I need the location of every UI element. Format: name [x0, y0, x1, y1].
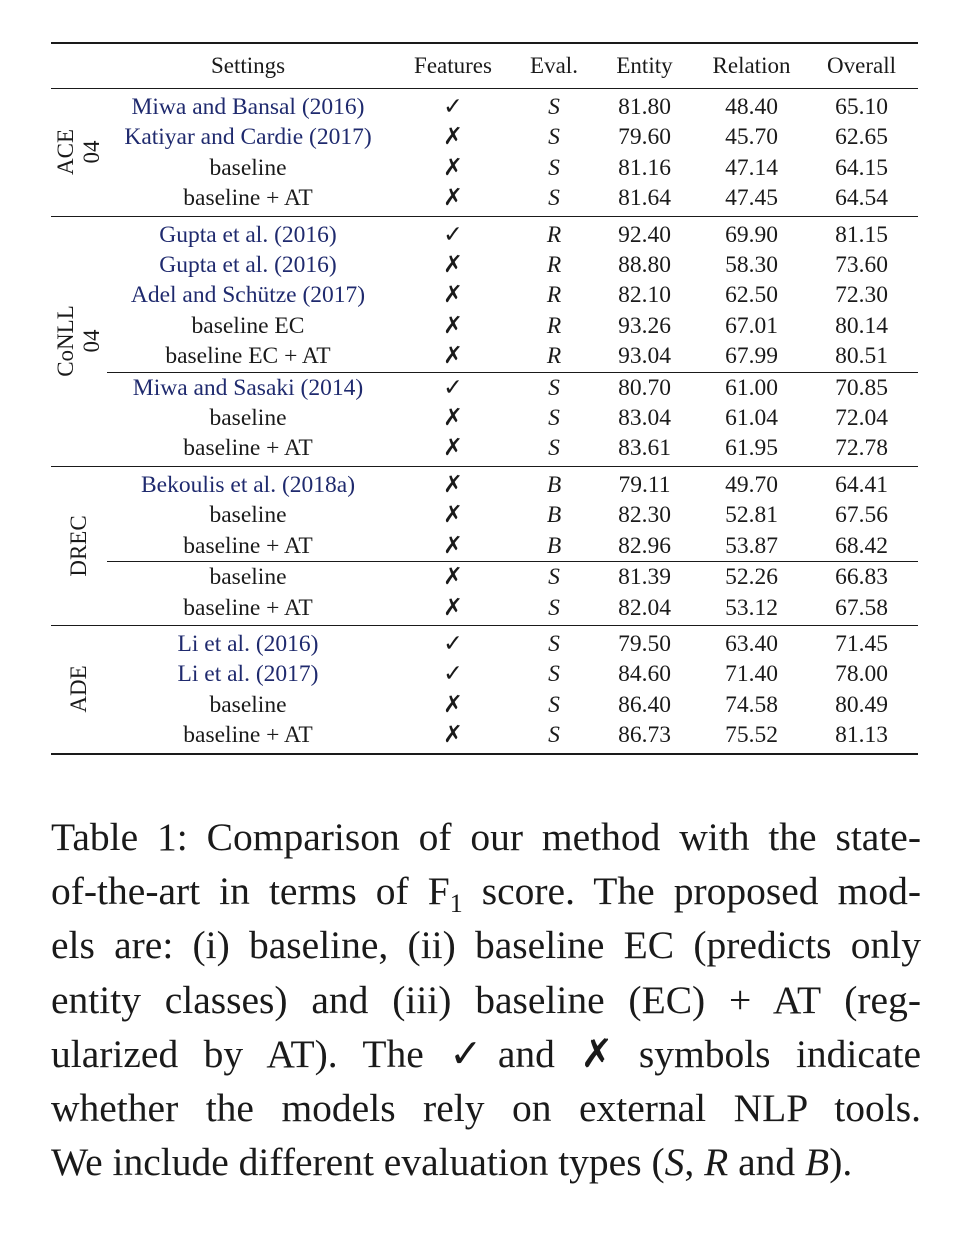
eval-cell: S	[548, 435, 560, 462]
dataset-label-ace04: ACE 04	[53, 129, 104, 176]
entity-cell: 93.04	[618, 343, 671, 370]
setting-cell: baseline + AT	[183, 722, 313, 749]
features-cell: ✗	[443, 252, 463, 279]
setting-cell[interactable]: Miwa and Sasaki (2014)	[107, 372, 389, 403]
eval-cell: S	[548, 185, 560, 212]
setting-cell: baseline	[107, 562, 389, 593]
entity-cell: 88.80	[618, 252, 671, 279]
relation-cell: 47.14	[725, 154, 778, 181]
relation-cell: 74.58	[725, 691, 778, 718]
table-caption	[51, 810, 921, 1189]
header-features: Features	[389, 43, 517, 89]
relation-cell: 52.26	[698, 562, 805, 593]
setting-cell[interactable]: Li et al. (2016)	[177, 630, 319, 657]
eval-cell: B	[546, 532, 562, 559]
group-drec	[51, 466, 918, 625]
overall-cell: 81.15	[835, 221, 888, 248]
setting-cell: baseline + AT	[183, 594, 313, 621]
overall-cell: 72.04	[835, 405, 888, 432]
entity-cell: 84.60	[618, 661, 671, 688]
features-cell: ✗	[443, 282, 463, 309]
entity-cell: 83.04	[618, 405, 671, 432]
overall-cell: 64.41	[835, 471, 888, 498]
dataset-label-conll04: CoNLL 04	[53, 305, 104, 378]
overall-cell: 67.56	[835, 502, 888, 529]
relation-cell: 61.95	[725, 435, 778, 462]
setting-cell[interactable]: Li et al. (2017)	[177, 661, 319, 688]
eval-cell: S	[548, 630, 560, 657]
features-cell: ✗	[389, 562, 517, 593]
setting-cell[interactable]: Miwa and Bansal (2016)	[131, 94, 365, 120]
overall-cell: 80.51	[835, 343, 888, 370]
setting-cell: baseline + AT	[183, 532, 313, 559]
setting-cell[interactable]: Gupta et al. (2016)	[159, 221, 337, 248]
features-cell: ✗	[443, 124, 463, 151]
eval-cell: S	[548, 661, 560, 688]
features-cell: ✗	[443, 435, 463, 462]
relation-cell: 69.90	[725, 221, 778, 248]
entity-cell: 86.40	[618, 691, 671, 718]
features-cell: ✗	[443, 722, 463, 749]
table-row	[51, 280, 918, 310]
relation-cell: 75.52	[725, 722, 778, 749]
relation-cell: 67.01	[725, 312, 778, 339]
relation-cell: 45.70	[725, 124, 778, 151]
eval-cell: R	[546, 221, 562, 248]
overall-cell: 72.78	[835, 435, 888, 462]
setting-cell: baseline EC + AT	[165, 343, 331, 370]
entity-cell: 81.80	[618, 94, 671, 120]
table-row	[51, 466, 918, 500]
eval-cell: S	[517, 562, 591, 593]
relation-cell: 63.40	[725, 630, 778, 657]
relation-cell: 47.45	[725, 185, 778, 212]
relation-cell: 53.12	[725, 594, 778, 621]
entity-cell: 79.11	[618, 471, 671, 498]
table-row	[51, 341, 918, 372]
dataset-label-ade: ADE	[66, 665, 91, 713]
entity-cell: 81.64	[618, 185, 671, 212]
table-row	[51, 690, 918, 720]
table-row	[51, 183, 918, 216]
header-entity: Entity	[591, 43, 698, 89]
eval-cell: B	[546, 502, 562, 529]
entity-cell: 82.10	[618, 282, 671, 309]
features-cell: ✓	[443, 94, 463, 120]
relation-cell: 49.70	[725, 471, 778, 498]
caption-line: of-the-art in terms of $F_1$ score. The proposed mod-	[51, 869, 921, 919]
overall-cell: 81.13	[835, 722, 888, 749]
table-row	[51, 372, 918, 403]
entity-cell: 80.70	[591, 372, 698, 403]
features-cell: ✓	[443, 661, 463, 688]
table-row	[51, 403, 918, 433]
entity-cell: 86.73	[618, 722, 671, 749]
setting-cell[interactable]: Adel and Schütze (2017)	[130, 282, 366, 309]
features-cell: ✓	[443, 221, 463, 248]
overall-cell: 71.45	[835, 630, 888, 657]
group-ace04	[51, 89, 918, 217]
caption-line: Table 1: Comparison of our method with the state-	[51, 815, 921, 859]
overall-cell: 72.30	[835, 282, 888, 309]
features-cell: ✗	[443, 502, 463, 529]
caption-line: els are: (i) baseline, (ii) baseline EC (predicts only	[51, 923, 921, 968]
setting-cell: baseline	[209, 405, 287, 432]
header-settings: Settings	[107, 43, 389, 89]
table-row	[51, 89, 918, 123]
eval-cell: R	[546, 282, 562, 309]
features-cell: ✗	[443, 312, 463, 339]
relation-cell: 71.40	[725, 661, 778, 688]
features-cell: ✓	[443, 630, 463, 657]
header-eval: Eval.	[517, 43, 591, 89]
header-overall: Overall	[805, 43, 918, 89]
table-row	[51, 433, 918, 466]
features-cell: ✗	[443, 154, 463, 181]
setting-cell[interactable]: Katiyar and Cardie (2017)	[124, 124, 372, 151]
table-row	[51, 531, 918, 562]
features-cell: ✗	[443, 532, 463, 559]
setting-cell: baseline + AT	[183, 435, 313, 462]
eval-cell: R	[546, 312, 562, 339]
entity-cell: 93.26	[618, 312, 671, 339]
overall-cell: 80.14	[835, 312, 888, 339]
table-row	[51, 659, 918, 689]
results-table	[51, 42, 918, 755]
overall-cell: 80.49	[835, 691, 888, 718]
caption-line: We include different evaluation types (S, R and B).	[51, 1140, 853, 1185]
entity-cell: 82.96	[618, 532, 671, 559]
table-row	[51, 250, 918, 280]
entity-cell: 92.40	[618, 221, 671, 248]
relation-cell: 48.40	[725, 94, 778, 120]
setting-cell: baseline EC	[191, 312, 305, 339]
overall-cell: 64.15	[835, 154, 888, 181]
overall-cell: 65.10	[835, 94, 888, 120]
overall-cell: 62.65	[835, 124, 888, 151]
eval-cell: S	[548, 94, 560, 120]
table-row	[51, 562, 918, 593]
group-conll04	[51, 216, 918, 466]
table-row	[51, 153, 918, 183]
overall-cell: 66.83	[805, 562, 918, 593]
table-row	[51, 311, 918, 341]
relation-cell: 67.99	[725, 343, 778, 370]
setting-cell: baseline	[209, 154, 287, 181]
table-row	[51, 720, 918, 753]
table-row	[51, 216, 918, 250]
features-cell: ✓	[389, 372, 517, 403]
setting-cell: baseline	[209, 691, 287, 718]
setting-cell: baseline	[209, 502, 287, 529]
relation-cell: 52.81	[725, 502, 778, 529]
features-cell: ✗	[443, 594, 463, 621]
table-header-row	[51, 43, 918, 89]
entity-cell: 83.61	[618, 435, 671, 462]
overall-cell: 70.85	[805, 372, 918, 403]
eval-cell: B	[546, 471, 562, 498]
overall-cell: 73.60	[835, 252, 888, 279]
table-row	[51, 500, 918, 530]
header-relation: Relation	[698, 43, 805, 89]
features-cell: ✗	[443, 405, 463, 432]
entity-cell: 82.04	[618, 594, 671, 621]
eval-cell: S	[517, 372, 591, 403]
setting-cell[interactable]: Bekoulis et al. (2018a)	[140, 471, 356, 498]
relation-cell: 61.00	[698, 372, 805, 403]
eval-cell: S	[548, 691, 560, 718]
table-row	[51, 625, 918, 659]
caption-line: whether the models rely on external NLP tools.	[51, 1085, 921, 1130]
dataset-label-drec: DREC	[66, 515, 91, 577]
entity-cell: 79.50	[618, 630, 671, 657]
features-cell: ✗	[443, 471, 463, 498]
features-cell: ✗	[443, 185, 463, 212]
overall-cell: 78.00	[835, 661, 888, 688]
table-row	[51, 593, 918, 626]
cross-icon: ✗	[580, 1031, 614, 1076]
overall-cell: 67.58	[835, 594, 888, 621]
eval-cell: R	[546, 252, 562, 279]
table-row	[51, 122, 918, 152]
header-dataset	[51, 43, 107, 89]
eval-cell: S	[548, 405, 560, 432]
relation-cell: 62.50	[725, 282, 778, 309]
eval-cell: S	[548, 124, 560, 151]
eval-cell: S	[548, 722, 560, 749]
relation-cell: 61.04	[725, 405, 778, 432]
overall-cell: 64.54	[835, 185, 888, 212]
overall-cell: 68.42	[835, 532, 888, 559]
entity-cell: 79.60	[618, 124, 671, 151]
setting-cell[interactable]: Gupta et al. (2016)	[159, 252, 337, 279]
features-cell: ✗	[443, 343, 463, 370]
caption-line: entity classes) and (iii) baseline (EC) + AT (reg-	[51, 977, 921, 1022]
relation-cell: 58.30	[725, 252, 778, 279]
group-ade	[51, 625, 918, 753]
check-icon: ✓	[449, 1031, 498, 1076]
entity-cell: 82.30	[618, 502, 671, 529]
eval-cell: S	[548, 154, 560, 181]
entity-cell: 81.16	[618, 154, 671, 181]
relation-cell: 53.87	[725, 532, 778, 559]
setting-cell: baseline + AT	[183, 185, 313, 212]
caption-line: ularized by AT). The ✓and ✗ symbols indicate	[51, 1031, 921, 1076]
entity-cell: 81.39	[591, 562, 698, 593]
eval-cell: S	[548, 594, 560, 621]
features-cell: ✗	[443, 691, 463, 718]
eval-cell: R	[546, 343, 562, 370]
